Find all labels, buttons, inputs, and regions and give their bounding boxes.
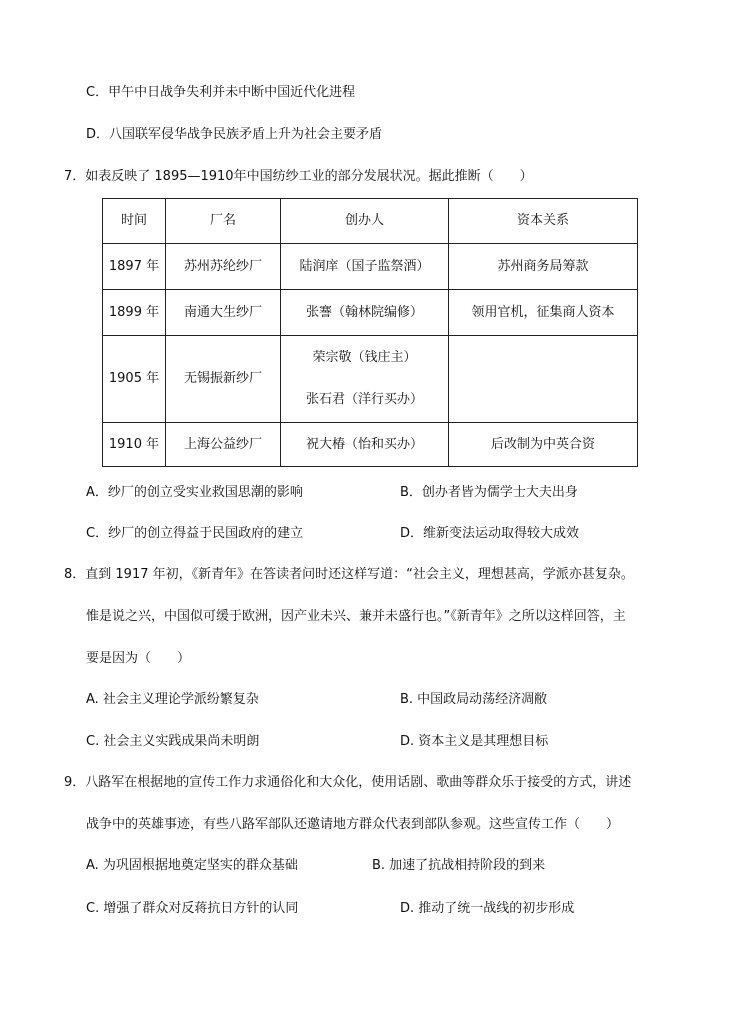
cell-capital: 后改制为中英合资	[449, 423, 638, 467]
cell-factory: 南通大生纱厂	[166, 290, 281, 336]
q7-option-a: A．纱厂的创立受实业救国思潮的影响	[86, 485, 303, 500]
header-factory: 厂名	[166, 199, 281, 244]
cell-founder-line-2: 张石君（洋行买办）	[305, 392, 423, 407]
cell-year: 1905 年	[103, 336, 166, 423]
cell-year: 1899 年	[103, 290, 166, 336]
header-capital: 资本关系	[449, 199, 638, 244]
cell-founder: 陆润庠（国子监祭酒）	[281, 244, 449, 290]
cell-founder: 祝大椿（怡和买办）	[281, 423, 449, 467]
q9-stem-line-1: 9．八路军在根据地的宣传工作力求通俗化和大众化，使用话剧、歌曲等群众乐于接受的方式，讲述	[64, 775, 632, 790]
table-header-row	[103, 199, 638, 244]
cell-factory: 无锡振新纱厂	[166, 336, 281, 423]
q6-option-c: C．甲午中日战争失利并未中断中国近代化进程	[86, 85, 356, 100]
cell-capital: 苏州商务局筹款	[449, 244, 638, 290]
q8-stem-line-1: 8．直到 1917 年初，《新青年》在答读者问时还这样写道：“社会主义，理想甚高，学派亦甚复杂。	[64, 567, 634, 582]
q7-option-c: C．纱厂的创立得益于民国政府的建立	[86, 526, 304, 541]
cell-year: 1910 年	[103, 423, 166, 467]
q8-stem-line-3: 要是因为（ ）	[86, 651, 191, 666]
cell-year: 1897 年	[103, 244, 166, 290]
cell-founder: 张謇（翰林院编修）	[281, 290, 449, 336]
table-row	[103, 244, 638, 290]
cell-factory: 苏州苏纶纱厂	[166, 244, 281, 290]
header-founder: 创办人	[281, 199, 449, 244]
q9-option-d: D. 推动了统一战线的初步形成	[400, 901, 575, 916]
q8-option-a: A. 社会主义理论学派纷繁复杂	[86, 692, 259, 707]
header-time: 时间	[103, 199, 166, 244]
q7-table	[102, 198, 638, 467]
cell-factory: 上海公益纱厂	[166, 423, 281, 467]
q6-option-d: D．八国联军侵华战争民族矛盾上升为社会主要矛盾	[86, 127, 383, 142]
table-row	[103, 336, 638, 423]
cell-founder-line-1: 荣宗敬（钱庄主）	[312, 350, 417, 365]
q8-option-c: C. 社会主义实践成果尚未明朗	[86, 734, 260, 749]
q8-option-d: D. 资本主义是其理想目标	[400, 734, 549, 749]
cell-founder	[281, 336, 449, 423]
q7-option-d: D．维新变法运动取得较大成效	[400, 526, 580, 541]
cell-capital	[449, 336, 638, 423]
cell-capital: 领用官机，征集商人资本	[449, 290, 638, 336]
q9-option-b: B. 加速了抗战相持阶段的到来	[372, 858, 546, 873]
q8-option-b: B. 中国政局动荡经济凋敝	[400, 692, 548, 707]
q9-option-c: C. 增强了群众对反蒋抗日方针的认同	[86, 901, 299, 916]
q8-stem-line-2: 惟是说之兴，中国似可缓于欧洲，因产业未兴、兼并未盛行也。”《新青年》之所以这样回答，主	[86, 609, 626, 624]
q7-stem: 7．如表反映了 1895—1910年中国纺纱工业的部分发展状况。据此推断（ ）	[64, 169, 533, 184]
q9-stem-line-2: 战争中的英雄事迹，有些八路军部队还邀请地方群众代表到部队参观。这些宣传工作（ ）	[86, 817, 620, 832]
table-row	[103, 290, 638, 336]
q7-option-b: B．创办者皆为儒学士大夫出身	[400, 485, 578, 500]
q9-option-a: A. 为巩固根据地奠定坚实的群众基础	[86, 858, 298, 873]
table-row	[103, 423, 638, 467]
